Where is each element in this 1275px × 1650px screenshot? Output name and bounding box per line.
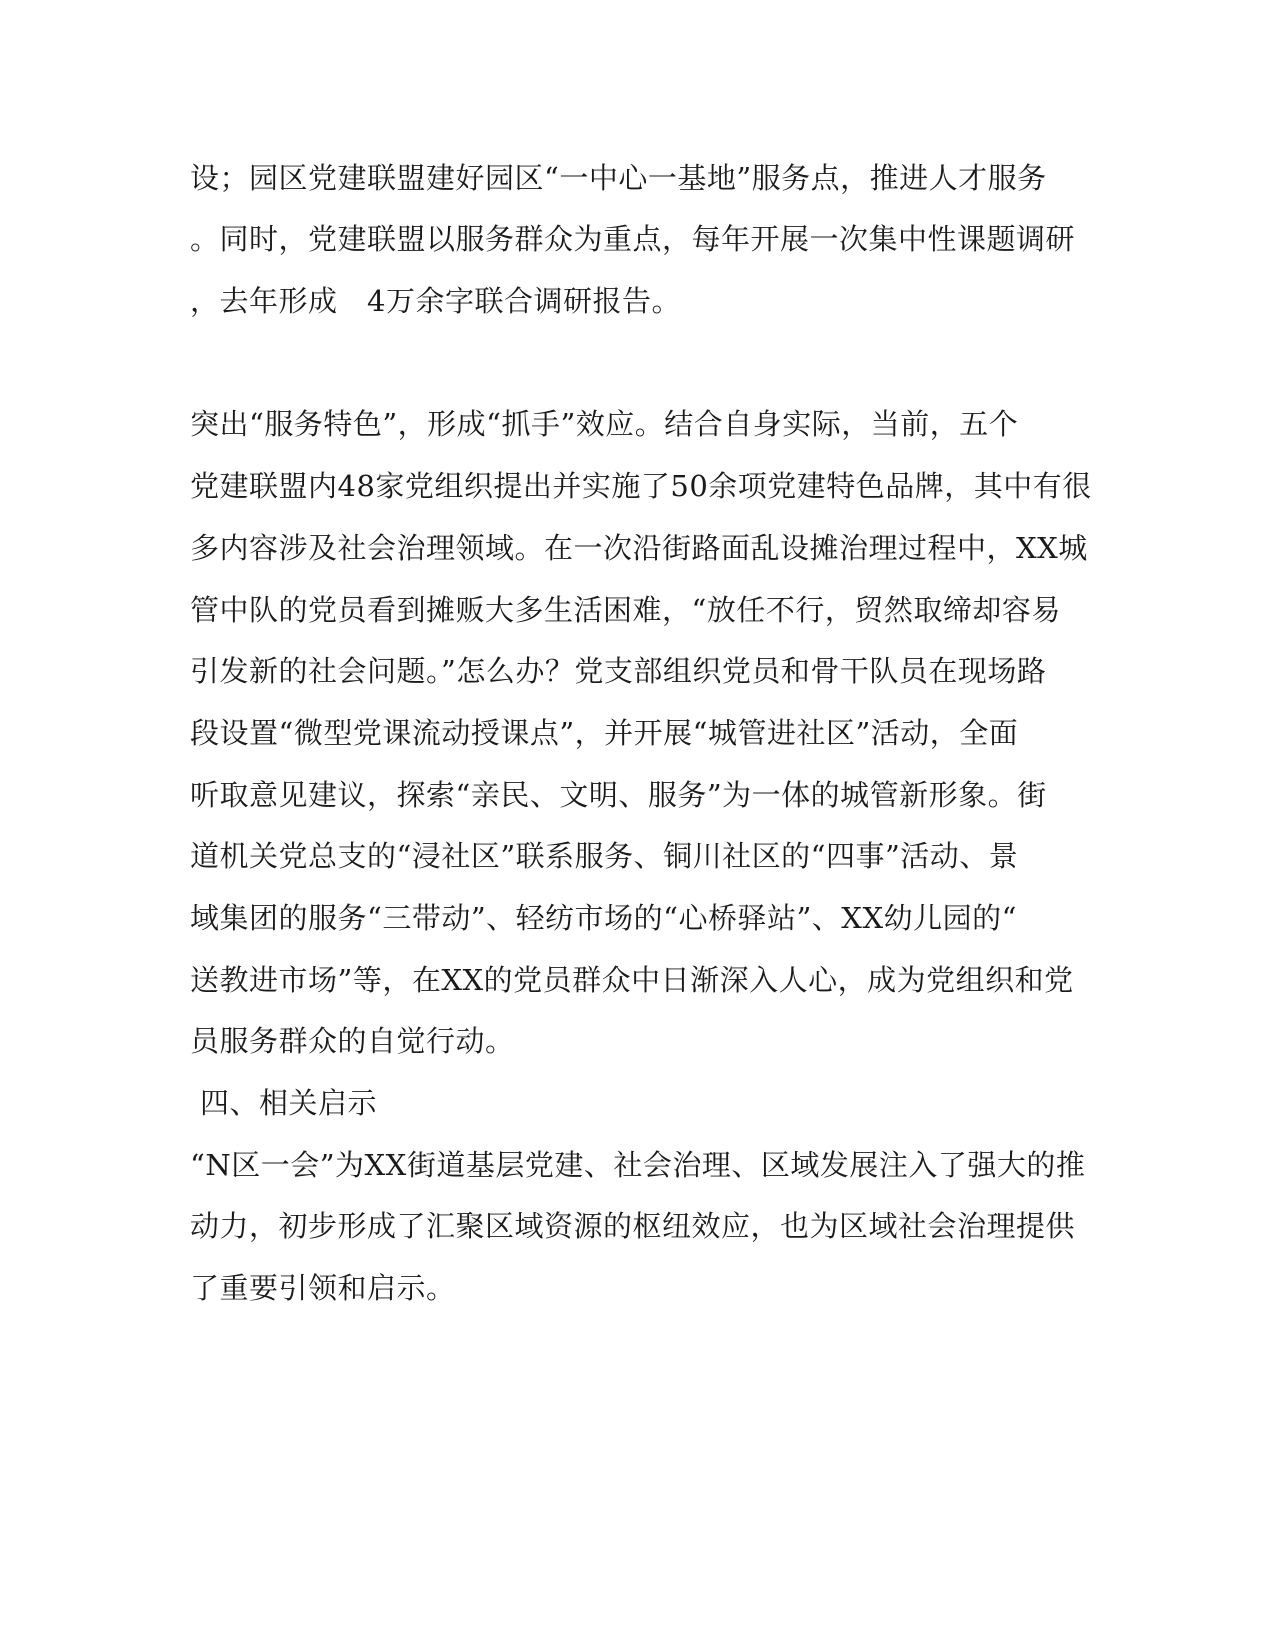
paragraph-2-line-1: 突出“服务特色”，形成“抓手”效应。结合自身实际，当前，五个	[190, 407, 1019, 441]
paragraph-2-line-8: 道机关党总支的“浸社区”联系服务、铜川社区的“四事”活动、景	[190, 839, 1019, 873]
paragraph-3-line-3: 了重要引领和启示。	[190, 1271, 456, 1305]
section-heading: 四、相关启示	[200, 1086, 378, 1120]
paragraph-2-line-10: 送教进市场”等，在XX的党员群众中日渐深入人心，成为党组织和党	[190, 963, 1074, 997]
paragraph-3-line-1: “N区一会”为XX街道基层党建、社会治理、区域发展注入了强大的推	[190, 1148, 1086, 1182]
paragraph-2-line-3: 多内容涉及社会治理领域。在一次沿街路面乱设摊治理过程中，XX城	[190, 531, 1088, 565]
paragraph-2-line-4: 管中队的党员看到摊贩大多生活困难，“放任不行，贸然取缔却容易	[190, 593, 1061, 627]
paragraph-2-line-11: 员服务群众的自觉行动。	[190, 1024, 515, 1058]
paragraph-1-line-2: 。同时，党建联盟以服务群众为重点，每年开展一次集中性课题调研	[190, 222, 1076, 256]
paragraph-2-line-5: 引发新的社会问题。”怎么办？党支部组织党员和骨干队员在现场路	[190, 654, 1047, 688]
paragraph-1-line-1: 设；园区党建联盟建好园区“一中心一基地”服务点，推进人才服务	[190, 161, 1047, 195]
paragraph-3-line-2: 动力，初步形成了汇聚区域资源的枢纽效应，也为区域社会治理提供	[190, 1209, 1076, 1243]
paragraph-2-line-9: 域集团的服务“三带动”、轻纺市场的“心桥驿站”、XX幼儿园的“	[190, 901, 1017, 935]
paragraph-2-line-6: 段设置“微型党课流动授课点”，并开展“城管进社区”活动，全面	[190, 716, 1019, 750]
paragraph-2-line-7: 听取意见建议，探索“亲民、文明、服务”为一体的城管新形象。街	[190, 778, 1047, 812]
paragraph-2-line-2: 党建联盟内48家党组织提出并实施了50余项党建特色品牌，其中有很	[190, 469, 1092, 503]
paragraph-1-line-3: ，去年形成 4万余字联合调研报告。	[190, 284, 681, 318]
